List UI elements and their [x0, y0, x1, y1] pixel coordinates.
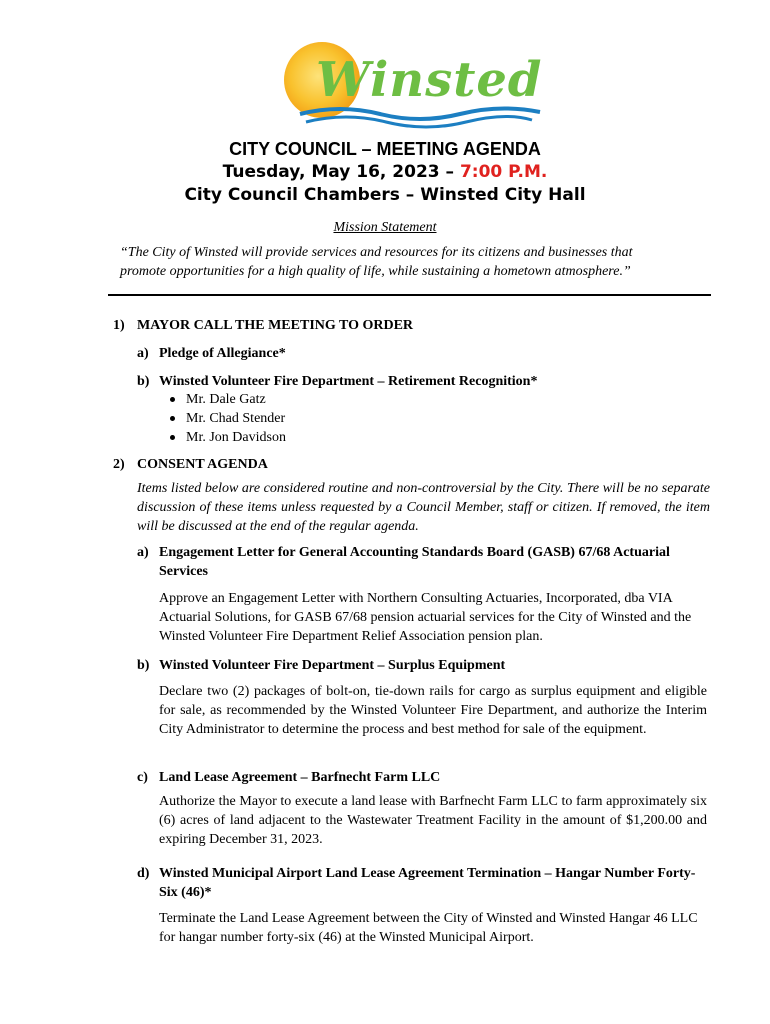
section-1-number: 1) [113, 318, 125, 333]
section-2-title: CONSENT AGENDA [137, 457, 268, 472]
item-1a [137, 344, 697, 363]
section-1 [113, 316, 693, 335]
meeting-location: City Council Chambers – Winsted City Hall [184, 185, 586, 205]
meeting-time: 7:00 P.M. [459, 162, 548, 182]
list-item: Mr. Jon Davidson [170, 428, 470, 447]
agenda-title: CITY COUNCIL – MEETING AGENDA [229, 139, 541, 159]
item-1b [137, 372, 697, 391]
item-2c-title: Land Lease Agreement – Barfnecht Farm LLC [159, 770, 441, 785]
bullet-icon [170, 397, 175, 402]
item-2a [137, 543, 697, 581]
winsted-logo [270, 40, 550, 130]
item-2b-body: Declare two (2) packages of bolt-on, tie-down rails for cargo as surplus equipment and eligible for sale, as recommended by the Winsted Volunteer Fire Department, and authorize the Interim City Administrator to determine the process and best method for sale of the equipment. [159, 684, 707, 737]
section-2-number: 2) [113, 457, 125, 472]
retiree-list [170, 390, 470, 447]
mission-title: Mission Statement [333, 220, 437, 235]
bullet-icon [170, 435, 175, 440]
mission-text: “The City of Winsted will provide services and resources for its citizens and businesses that promote opportunities for a high quality of life, while sustaining a hometown atmosphere.” [120, 245, 633, 279]
divider [108, 294, 711, 296]
item-2b-title: Winsted Volunteer Fire Department – Surplus Equipment [159, 658, 506, 673]
item-2d-title: Winsted Municipal Airport Land Lease Agreement Termination – Hangar Number Forty-Six (46)* [159, 866, 696, 900]
item-1a-letter: a) [137, 346, 149, 361]
logo-wordmark: Winsted [316, 52, 543, 108]
item-2b-letter: b) [137, 658, 150, 673]
meeting-date: Tuesday, May 16, 2023 – [222, 162, 460, 182]
list-item: Mr. Dale Gatz [170, 390, 470, 409]
consent-intro: Items listed below are considered routine and non-controversial by the City. There will be no separate discussion of these items unless requested by a Council Member, staff or citizen. If removed, the item will be discussed at the end of the regular agenda. [137, 481, 710, 534]
item-2c-body: Authorize the Mayor to execute a land lease with Barfnecht Farm LLC to farm approximately six (6) acres of land adjacent to the Wastewater Treatment Facility in the amount of $1,200.00 and expiring December 31, 2023. [159, 794, 707, 847]
item-1b-letter: b) [137, 374, 150, 389]
item-2a-letter: a) [137, 545, 149, 560]
item-2b [137, 656, 697, 675]
meeting-date-line [0, 161, 770, 183]
item-2c-letter: c) [137, 770, 148, 785]
list-item: Mr. Chad Stender [170, 409, 470, 428]
section-2 [113, 455, 693, 474]
item-2c [137, 768, 697, 787]
item-2a-title: Engagement Letter for General Accounting Standards Board (GASB) 67/68 Actuarial Services [159, 545, 670, 579]
item-2d-body: Terminate the Land Lease Agreement between the City of Winsted and Winsted Hangar 46 LLC for hangar number forty-six (46) at the Winsted Municipal Airport. [159, 911, 698, 945]
bullet-icon [170, 416, 175, 421]
section-1-title: MAYOR CALL THE MEETING TO ORDER [137, 318, 414, 333]
item-2a-body: Approve an Engagement Letter with Northern Consulting Actuaries, Incorporated, dba VIA Actuarial Solutions, for GASB 67/68 pension actuarial services for the City of Winsted and the Winsted Volunteer Fire Department Relief Association pension plan. [159, 591, 692, 644]
item-2d-letter: d) [137, 866, 150, 881]
item-1b-title: Winsted Volunteer Fire Department – Retirement Recognition* [159, 374, 538, 389]
item-1a-title: Pledge of Allegiance* [159, 346, 286, 361]
item-2d [137, 864, 707, 902]
